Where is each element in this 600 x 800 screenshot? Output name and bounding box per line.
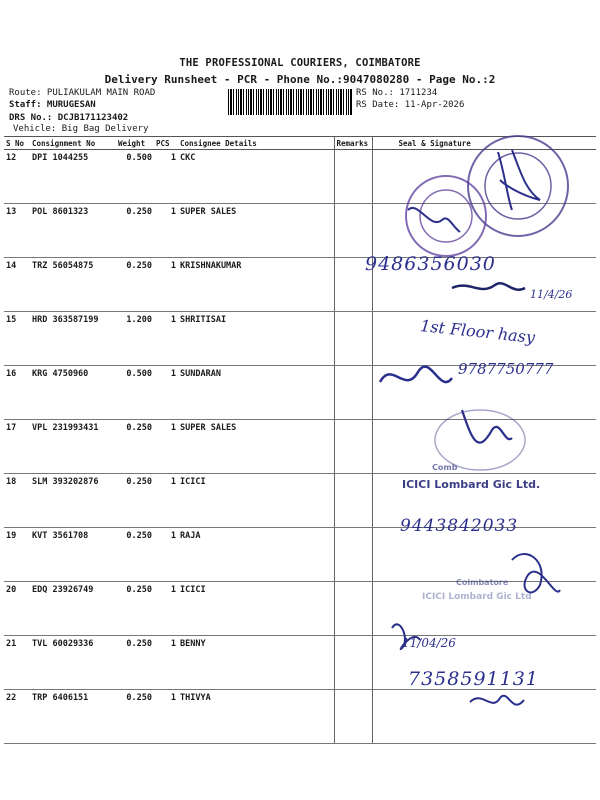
row22-phone-handwritten: 7358591131 (408, 668, 539, 690)
row-consignee: THIVYA (178, 690, 334, 744)
row-pcs: 1 (154, 258, 178, 312)
runsheet-subtitle: Delivery Runsheet - PCR - Phone No.:9047080280 - Page No.:2 (104, 73, 496, 86)
row-pcs: 1 (154, 582, 178, 636)
row18-stamp-line1: Comb (432, 463, 458, 472)
row-weight: 0.250 (116, 582, 154, 636)
row-consignee: BENNY (178, 636, 334, 690)
row-pcs: 1 (154, 312, 178, 366)
row-pcs: 1 (154, 474, 178, 528)
row-weight: 0.250 (116, 636, 154, 690)
row-consignment-no: TRP 6406151 (30, 690, 116, 744)
row-consignee: RAJA (178, 528, 334, 582)
col-consignee: Consignee Details (178, 137, 334, 150)
row-weight: 0.500 (116, 366, 154, 420)
row-consignee: SHRITISAI (178, 312, 334, 366)
row22-signature (470, 696, 524, 705)
row14-signature (452, 283, 525, 289)
col-sno: S No (4, 137, 30, 150)
row-consignment-no: SLM 393202876 (30, 474, 116, 528)
row-pcs: 1 (154, 690, 178, 744)
row-consignment-no: TVL 60029336 (30, 636, 116, 690)
row18-stamp-line2: ICICI Lombard Gic Ltd. (402, 478, 541, 491)
col-remarks: Remarks (334, 137, 372, 150)
row-weight: 0.250 (116, 528, 154, 582)
row-sno: 15 (4, 312, 30, 366)
runsheet-title: THE PROFESSIONAL COURIERS, COIMBATORE (179, 57, 421, 69)
row-consignee: SUNDARAN (178, 366, 334, 420)
rs-date: RS Date: 11-Apr-2026 (356, 100, 465, 110)
row-weight: 0.250 (116, 204, 154, 258)
row-pcs: 1 (154, 636, 178, 690)
row-sno: 18 (4, 474, 30, 528)
row-sno: 13 (4, 204, 30, 258)
col-pcs: PCS (154, 137, 178, 150)
row-consignee: SUPER SALES (178, 420, 334, 474)
row-consignment-no: HRD 363587199 (30, 312, 116, 366)
row15-note-handwritten: 1st Floor hasy (419, 316, 536, 347)
row-sno: 19 (4, 528, 30, 582)
row-weight: 0.250 (116, 258, 154, 312)
super-sales-stamp (406, 176, 486, 256)
row-consignee: ICICI (178, 582, 334, 636)
row-pcs: 1 (154, 366, 178, 420)
row-pcs: 1 (154, 528, 178, 582)
row-sno: 22 (4, 690, 30, 744)
row16-phone-handwritten: 9787750777 (458, 360, 554, 378)
row-consignment-no: EDQ 23926749 (30, 582, 116, 636)
row17-stamp-smudge (435, 410, 525, 470)
route-label: Route: PULIAKULAM MAIN ROAD (9, 88, 156, 98)
ckc-signature (498, 150, 540, 210)
row-weight: 1.200 (116, 312, 154, 366)
super-sales-signature (408, 208, 460, 232)
row16-signature (380, 367, 452, 382)
row20-signature (512, 554, 560, 592)
row-consignment-no: POL 8601323 (30, 204, 116, 258)
row-sno: 20 (4, 582, 30, 636)
row-consignment-no: KRG 4750960 (30, 366, 116, 420)
row20-stamp-line1: Coimbatore (456, 578, 509, 587)
row-sno: 14 (4, 258, 30, 312)
row-sno: 12 (4, 150, 30, 204)
row-consignee: KRISHNAKUMAR (178, 258, 334, 312)
row14-date-handwritten: 11/4/26 (530, 288, 573, 301)
row-consignment-no: VPL 231993431 (30, 420, 116, 474)
row-consignee: SUPER SALES (178, 204, 334, 258)
vehicle-label: Vehicle: Big Bag Delivery (13, 124, 149, 134)
row19-phone-handwritten: 9443842033 (400, 516, 519, 536)
row-sno: 21 (4, 636, 30, 690)
row14-phone-handwritten: 9486356030 (365, 253, 496, 275)
ckc-round-stamp (468, 136, 568, 236)
col-consignment: Consignment No (30, 137, 116, 150)
rs-number: RS No.: 1711234 (356, 88, 438, 98)
row-consignee: ICICI (178, 474, 334, 528)
row-consignment-no: DPI 1044255 (30, 150, 116, 204)
row-sno: 17 (4, 420, 30, 474)
drs-number: DRS No.: DCJB171123402 (9, 113, 129, 123)
row21-date-handwritten: 11/04/26 (402, 636, 456, 650)
row-weight: 0.250 (116, 474, 154, 528)
row-pcs: 1 (154, 150, 178, 204)
row-pcs: 1 (154, 420, 178, 474)
staff-label: Staff: MURUGESAN (9, 100, 96, 110)
row-weight: 0.250 (116, 690, 154, 744)
row-consignee: CKC (178, 150, 334, 204)
row-weight: 0.500 (116, 150, 154, 204)
row-weight: 0.250 (116, 420, 154, 474)
row20-stamp-line2: ICICI Lombard Gic Ltd (422, 592, 532, 602)
col-weight: Weight (116, 137, 154, 150)
row-pcs: 1 (154, 204, 178, 258)
row-consignment-no: TRZ 56054875 (30, 258, 116, 312)
row-sno: 16 (4, 366, 30, 420)
col-seal: Seal & Signature (372, 137, 596, 150)
row-consignment-no: KVT 3561708 (30, 528, 116, 582)
